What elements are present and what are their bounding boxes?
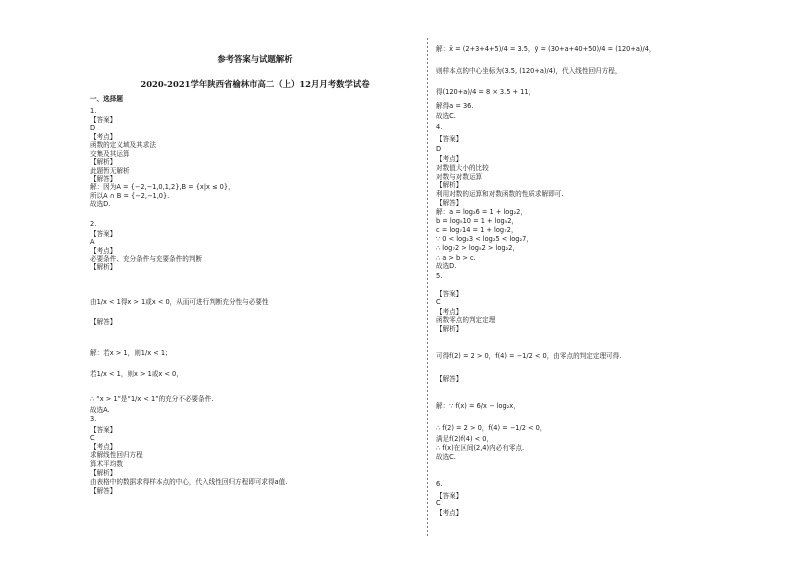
right-line: ∴ f(x)在区间(2,4)内必有零点. xyxy=(436,444,525,452)
right-line: 函数零点的判定定理 xyxy=(436,316,496,324)
right-line: 解：a = log₂6 = 1 + log₂2， xyxy=(436,208,527,216)
right-line: 对数与对数运算 xyxy=(436,173,483,181)
right-line: ∴ f(2) = 2 > 0，f(4) = −1/2 < 0， xyxy=(436,424,547,432)
right-line: 【答案】 xyxy=(436,135,463,143)
exam-subtitle: 2020-2021学年陕西省榆林市高二（上）12月月考数学试卷 xyxy=(140,79,370,89)
left-line: 求解线性回归方程 xyxy=(90,451,143,459)
left-line: 【解析】 xyxy=(90,469,117,477)
left-line: 故选A. xyxy=(90,406,110,414)
right-line: 解：∵ f(x) = 6/x − log₂x， xyxy=(436,402,520,410)
right-line: ∴ a > b > c. xyxy=(436,254,476,262)
right-line: 4. xyxy=(436,123,443,131)
right-line: 5. xyxy=(436,272,443,280)
left-line: 【解析】 xyxy=(90,158,117,166)
left-line: 由1/x < 1得x > 1或x < 0，从而可进行判断充分性与必要性 xyxy=(90,298,269,306)
left-line: D xyxy=(90,124,96,132)
right-line: 6. xyxy=(436,480,443,488)
left-line: 若1/x < 1，则x > 1或x < 0， xyxy=(90,370,183,378)
right-line: C xyxy=(436,298,441,306)
left-line: 解：因为A = {−2,−1,0,1,2},B = {x|x ≤ 0}， xyxy=(90,183,235,191)
right-line: 【解答】 xyxy=(436,375,463,383)
left-line: 【解答】 xyxy=(90,175,117,183)
right-line: 满足f(2)f(4) < 0， xyxy=(436,435,494,443)
right-line: ∵ 0 < log₂3 < log₂5 < log₂7， xyxy=(436,235,533,243)
left-line: 【考点】 xyxy=(90,443,117,451)
right-line: 【解答】 xyxy=(436,199,463,207)
right-line: 解得a = 36. xyxy=(436,102,474,110)
left-line: 由表格中的数据求得样本点的中心，代入线性回归方程即可求得a值. xyxy=(90,478,288,486)
left-line: 3. xyxy=(90,415,97,423)
right-line: 【解析】 xyxy=(436,325,463,333)
right-line: 【答案】 xyxy=(436,492,463,500)
left-line: 【答案】 xyxy=(90,426,117,434)
left-line: A xyxy=(90,238,95,246)
left-line: 算术平均数 xyxy=(90,460,123,468)
right-line: 故选C. xyxy=(436,453,456,461)
column-divider xyxy=(427,38,428,538)
right-line: 解：x̄ = (2+3+4+5)/4 = 3.5，ȳ = (30+a+40+50)/4 = (120+a)/4， xyxy=(436,45,656,53)
right-line: 得(120+a)/4 = 8 × 3.5 + 11， xyxy=(436,88,536,96)
right-line: 故选C. xyxy=(436,112,456,120)
left-line: 解：若x > 1，则1/x < 1； xyxy=(90,349,172,357)
right-line: 则样本点的中心坐标为(3.5, (120+a)/4)，代入线性回归方程， xyxy=(436,67,622,75)
right-line: 【解析】 xyxy=(436,181,463,189)
right-line: c = log₇14 = 1 + log₇2， xyxy=(436,226,518,234)
left-line: 函数的定义域及其求法 xyxy=(90,141,156,149)
right-line: 【答案】 xyxy=(436,290,463,298)
left-line: 【答案】 xyxy=(90,230,117,238)
right-line: b = log₅10 = 1 + log₅2， xyxy=(436,217,519,225)
right-line: C xyxy=(436,499,441,507)
left-line: 一、选择题 xyxy=(90,95,123,103)
left-line: 【答案】 xyxy=(90,116,117,124)
right-line: 对数值大小的比较 xyxy=(436,164,489,172)
left-line: 1. xyxy=(90,107,97,115)
right-line: D xyxy=(436,145,442,153)
left-line: 【考点】 xyxy=(90,133,117,141)
left-line: 【解答】 xyxy=(90,318,117,326)
page-title: 参考答案与试题解析 xyxy=(217,54,293,64)
left-line: 故选D. xyxy=(90,200,111,208)
left-line: 此题暂无解析 xyxy=(90,167,130,175)
right-line: 可得f(2) = 2 > 0，f(4) = −1/2 < 0，由零点的判定定理可得. xyxy=(436,352,622,360)
right-line: 【考点】 xyxy=(436,509,463,517)
right-line: 【考点】 xyxy=(436,155,463,163)
left-line: ∴ “x > 1”是“1/x < 1”的充分不必要条件. xyxy=(90,395,214,403)
left-line: 【考点】 xyxy=(90,247,117,255)
left-line: 【解答】 xyxy=(90,487,117,495)
left-line: 必要条件、充分条件与充要条件的判断 xyxy=(90,255,203,263)
right-line: 利用对数的运算和对数函数的性质求解即可. xyxy=(436,190,564,198)
left-line: C xyxy=(90,434,95,442)
right-line: ∴ log₇2 > log₅2 > log₂2， xyxy=(436,244,519,252)
left-line: 【解析】 xyxy=(90,263,117,271)
right-line: 【考点】 xyxy=(436,308,463,316)
left-line: 交集及其运算 xyxy=(90,150,130,158)
right-line: 故选D. xyxy=(436,262,457,270)
left-line: 2. xyxy=(90,220,97,228)
left-line: 所以A ∩ B = {−2,−1,0}. xyxy=(90,192,170,200)
